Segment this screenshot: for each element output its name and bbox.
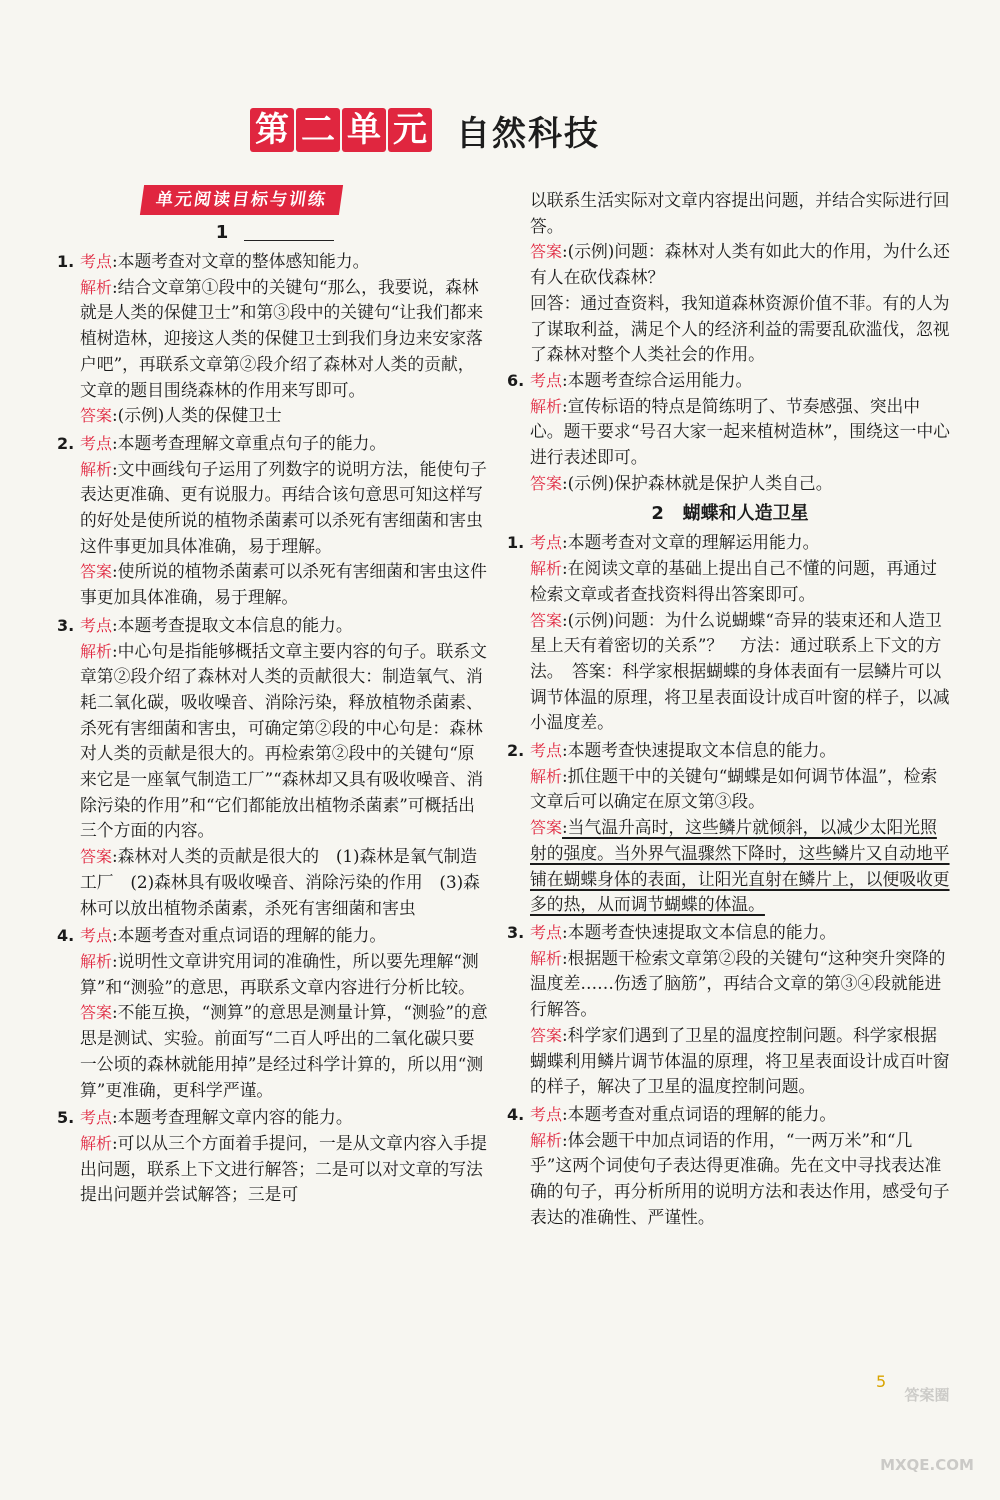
kaodian-label: 考点 xyxy=(80,252,113,271)
article-title xyxy=(510,500,950,528)
daan-label: 答案 xyxy=(80,406,113,426)
kaodian-text: :本题考查理解文章内容的能力。 xyxy=(112,1107,353,1128)
question xyxy=(57,613,490,921)
kaodian-label: 考点 xyxy=(80,1108,113,1128)
kaodian-text: :本题考查对文章的理解运用能力。 xyxy=(562,532,820,553)
question xyxy=(57,1105,490,1208)
kaodian-text: :本题考查提取文本信息的能力。 xyxy=(112,614,353,635)
kaodian-text: :本题考查快速提取文本信息的能力。 xyxy=(562,740,837,761)
daan-text-underlined: :当气温升高时，这些鳞片就倾斜，以减少太阳光照射的强度。当外界气温骤然下降时，这些鳞片又自动地平铺在蝴蝶身体的表面，让阳光直射在鳞片上，以便吸收更多的热，从而调节蝴蝶的体温。 xyxy=(530,817,950,915)
question xyxy=(57,249,490,429)
unit-char: 第 xyxy=(250,108,294,152)
jiexi-label: 解析 xyxy=(80,1133,113,1153)
question xyxy=(57,923,490,1103)
kaodian-label: 考点 xyxy=(530,741,563,761)
kaodian-text: :本题考查快速提取文本信息的能力。 xyxy=(562,921,837,942)
question xyxy=(57,431,490,611)
daan-label: 答案 xyxy=(80,847,113,867)
jiexi-label: 解析 xyxy=(80,951,113,971)
kaodian-label: 考点 xyxy=(530,922,563,942)
jiexi-label: 解析 xyxy=(530,1130,563,1150)
jiexi-text: :可以从三个方面着手提问，一是从文章内容入手提出问题，联系上下文进行解答；二是可以对文章的写法提出问题并尝试解答；三是可 xyxy=(80,1132,487,1205)
question-number: 1. xyxy=(507,533,525,553)
daan-text: :(示例)保护森林就是保护人类自己。 xyxy=(562,472,833,493)
question-number: 2. xyxy=(507,741,525,761)
question-number: 3. xyxy=(507,922,525,942)
daan-label: 答案 xyxy=(530,1025,563,1045)
title-blank xyxy=(244,226,334,241)
jiexi-text: :中心句是指能够概括文章主要内容的句子。联系文章第②段介绍了森林对人类的贡献很大：制造氧气、消耗二氧化碳，吸收噪音、消除污染，释放植物杀菌素、杀死有害细菌和害虫，可确定第②段的中心句是：森林对人类的贡献是很大的。再检索第②段中的关键句“原来它是一座氧气制造工厂”“森林却又具有吸收噪音、消除污染的作用”和“它们都能放出植物杀菌素”可概括出三个方面的内容。 xyxy=(80,640,487,841)
left-column xyxy=(57,185,490,1210)
jiexi-text: :说明性文章讲究用词的准确性，所以要先理解“测算”和“测验”的意思，再联系文章内容进行分析比较。 xyxy=(80,950,479,997)
daan-text: :(示例)问题：为什么说蝴蝶“奇异的装束还和人造卫星上天有着密切的关系”？ 方法：通过联系上下文的方法。 答案：科学家根据蝴蝶的身体表面有一层鳞片可以调节体温的原理，将卫星表面设计成百叶窗的样子，以减小温度差。 xyxy=(530,609,950,733)
kaodian-text: :本题考查综合运用能力。 xyxy=(562,369,753,390)
kaodian-label: 考点 xyxy=(530,533,563,553)
unit-char: 二 xyxy=(296,108,340,152)
daan-text: :使所说的植物杀菌素可以杀死有害细菌和害虫这件事更加具体准确，易于理解。 xyxy=(80,561,487,608)
unit-char: 元 xyxy=(388,108,432,152)
question xyxy=(507,530,950,736)
kaodian-label: 考点 xyxy=(80,615,113,635)
question-number: 3. xyxy=(57,615,75,635)
article-name: 蝴蝶和人造卫星 xyxy=(682,503,809,525)
jiexi-label: 解析 xyxy=(80,641,113,661)
question-number: 4. xyxy=(57,926,75,946)
jiexi-label: 解析 xyxy=(80,459,113,479)
kaodian-label: 考点 xyxy=(80,433,113,453)
question-number: 6. xyxy=(507,370,525,390)
daan-label: 答案 xyxy=(530,242,563,262)
jiexi-text: :宣传标语的特点是简练明了、节奏感强、突出中心。题干要求“号召大家一起来植树造林”，围绕这一中心进行表述即可。 xyxy=(530,395,950,468)
kaodian-label: 考点 xyxy=(80,926,113,946)
question-number: 5. xyxy=(57,1108,75,1128)
kaodian-label: 考点 xyxy=(530,1104,563,1124)
jiexi-text: :文中画线句子运用了列数字的说明方法，能使句子表达更准确、更有说服力。再结合该句意思可知这样写的好处是使所说的植物杀菌素可以杀死有害细菌和害虫这件事更加具体准确，易于理解。 xyxy=(80,458,487,556)
article-number: 1 xyxy=(215,222,229,243)
daan-label: 答案 xyxy=(530,473,563,493)
question-number: 1. xyxy=(57,252,75,271)
jiexi-label: 解析 xyxy=(530,559,563,579)
kaodian-text: :本题考查对文章的整体感知能力。 xyxy=(112,251,370,271)
question xyxy=(507,738,950,918)
jiexi-label: 解析 xyxy=(530,948,563,968)
daan-label: 答案 xyxy=(80,1003,113,1023)
watermark: 答案圈 MXQE.COM xyxy=(880,1386,974,1474)
jiexi-text: :体会题干中加点词语的作用，“一两万米”和“几乎”这两个词使句子表达得更准确。先在文中寻找表达准确的句子，再分析所用的说明方法和表达作用，感受句子表达的准确性、严谨性。 xyxy=(530,1129,950,1227)
kaodian-label: 考点 xyxy=(530,370,563,390)
daan-text: :不能互换，“测算”的意思是测量计算，“测验”的意思是测试、实验。前面写“二百人呼出的二氧化碳只要一公顷的森林就能用掉”是经过科学计算的，所以用“测算”更准确，更科学严谨。 xyxy=(80,1002,488,1100)
question-number: 4. xyxy=(507,1104,525,1124)
article-title xyxy=(60,219,490,247)
question xyxy=(507,1102,950,1231)
daan-text: :科学家们遇到了卫星的温度控制问题。科学家根据蝴蝶利用鳞片调节体温的原理，将卫星表面设计成百叶窗的样子，解决了卫星的温度控制问题。 xyxy=(530,1024,950,1097)
question xyxy=(507,920,950,1100)
unit-char: 单 xyxy=(342,108,386,152)
daan-text: :(示例)问题：森林对人类有如此大的作用，为什么还有人在砍伐森林？ xyxy=(530,241,950,288)
kaodian-text: :本题考查对重点词语的理解的能力。 xyxy=(112,925,387,946)
kaodian-text: :本题考查理解文章重点句子的能力。 xyxy=(112,432,387,453)
daan-label: 答案 xyxy=(80,562,113,582)
jiexi-label: 解析 xyxy=(530,766,563,786)
daan-label: 答案 xyxy=(530,818,563,838)
article-number: 2 xyxy=(651,503,664,525)
page-number: 5 xyxy=(876,1372,887,1391)
daan-text: :(示例)人类的保健卫士 xyxy=(112,405,282,426)
jiexi-text: :抓住题干中的关键句“蝴蝶是如何调节体温”，检索文章后可以确定在原文第③段。 xyxy=(530,765,938,812)
section-tag: 单元阅读目标与训练 xyxy=(140,185,343,215)
unit-banner xyxy=(250,108,600,152)
daan-label: 答案 xyxy=(530,610,563,630)
jiexi-label: 解析 xyxy=(530,396,563,416)
jiexi-label: 解析 xyxy=(80,277,113,297)
question xyxy=(507,368,950,497)
daan-text: :森林对人类的贡献是很大的 (1)森林是氧气制造工厂 (2)森林具有吸收噪音、消除污染的作用 (3)森林可以放出植物杀菌素，杀死有害细菌和害虫 xyxy=(80,846,480,918)
right-column xyxy=(507,188,950,1232)
continued-text: 以联系生活实际对文章内容提出问题，并结合实际进行回答。 xyxy=(530,190,950,236)
unit-label xyxy=(250,108,432,152)
answer-paragraph: 回答：通过查资料，我知道森林资源价值不菲。有的人为了谋取利益，满足个人的经济利益的需要乱砍滥伐，忽视了森林对整个人类社会的作用。 xyxy=(530,292,950,365)
jiexi-text: :在阅读文章的基础上提出自己不懂的问题，再通过检索文章或者查找资料得出答案即可。 xyxy=(530,558,937,604)
jiexi-text: :结合文章第①段中的关键句“那么，我要说，森林就是人类的保健卫士”和第③段中的关键句“让我们都来植树造林，迎接这人类的保健卫士到我们身边来安家落户吧”，再联系文章第②段介绍了森林对人类的贡献，文章的题目围绕森林的作用来写即可。 xyxy=(80,276,484,400)
jiexi-text: :根据题干检索文章第②段的关键句“这种突升突降的温度差……伤透了脑筋”，再结合文章的第③④段就能进行解答。 xyxy=(530,947,946,1020)
question-number: 2. xyxy=(57,433,75,453)
kaodian-text: :本题考查对重点词语的理解的能力。 xyxy=(562,1103,837,1124)
unit-title: 自然科技 xyxy=(456,113,600,154)
